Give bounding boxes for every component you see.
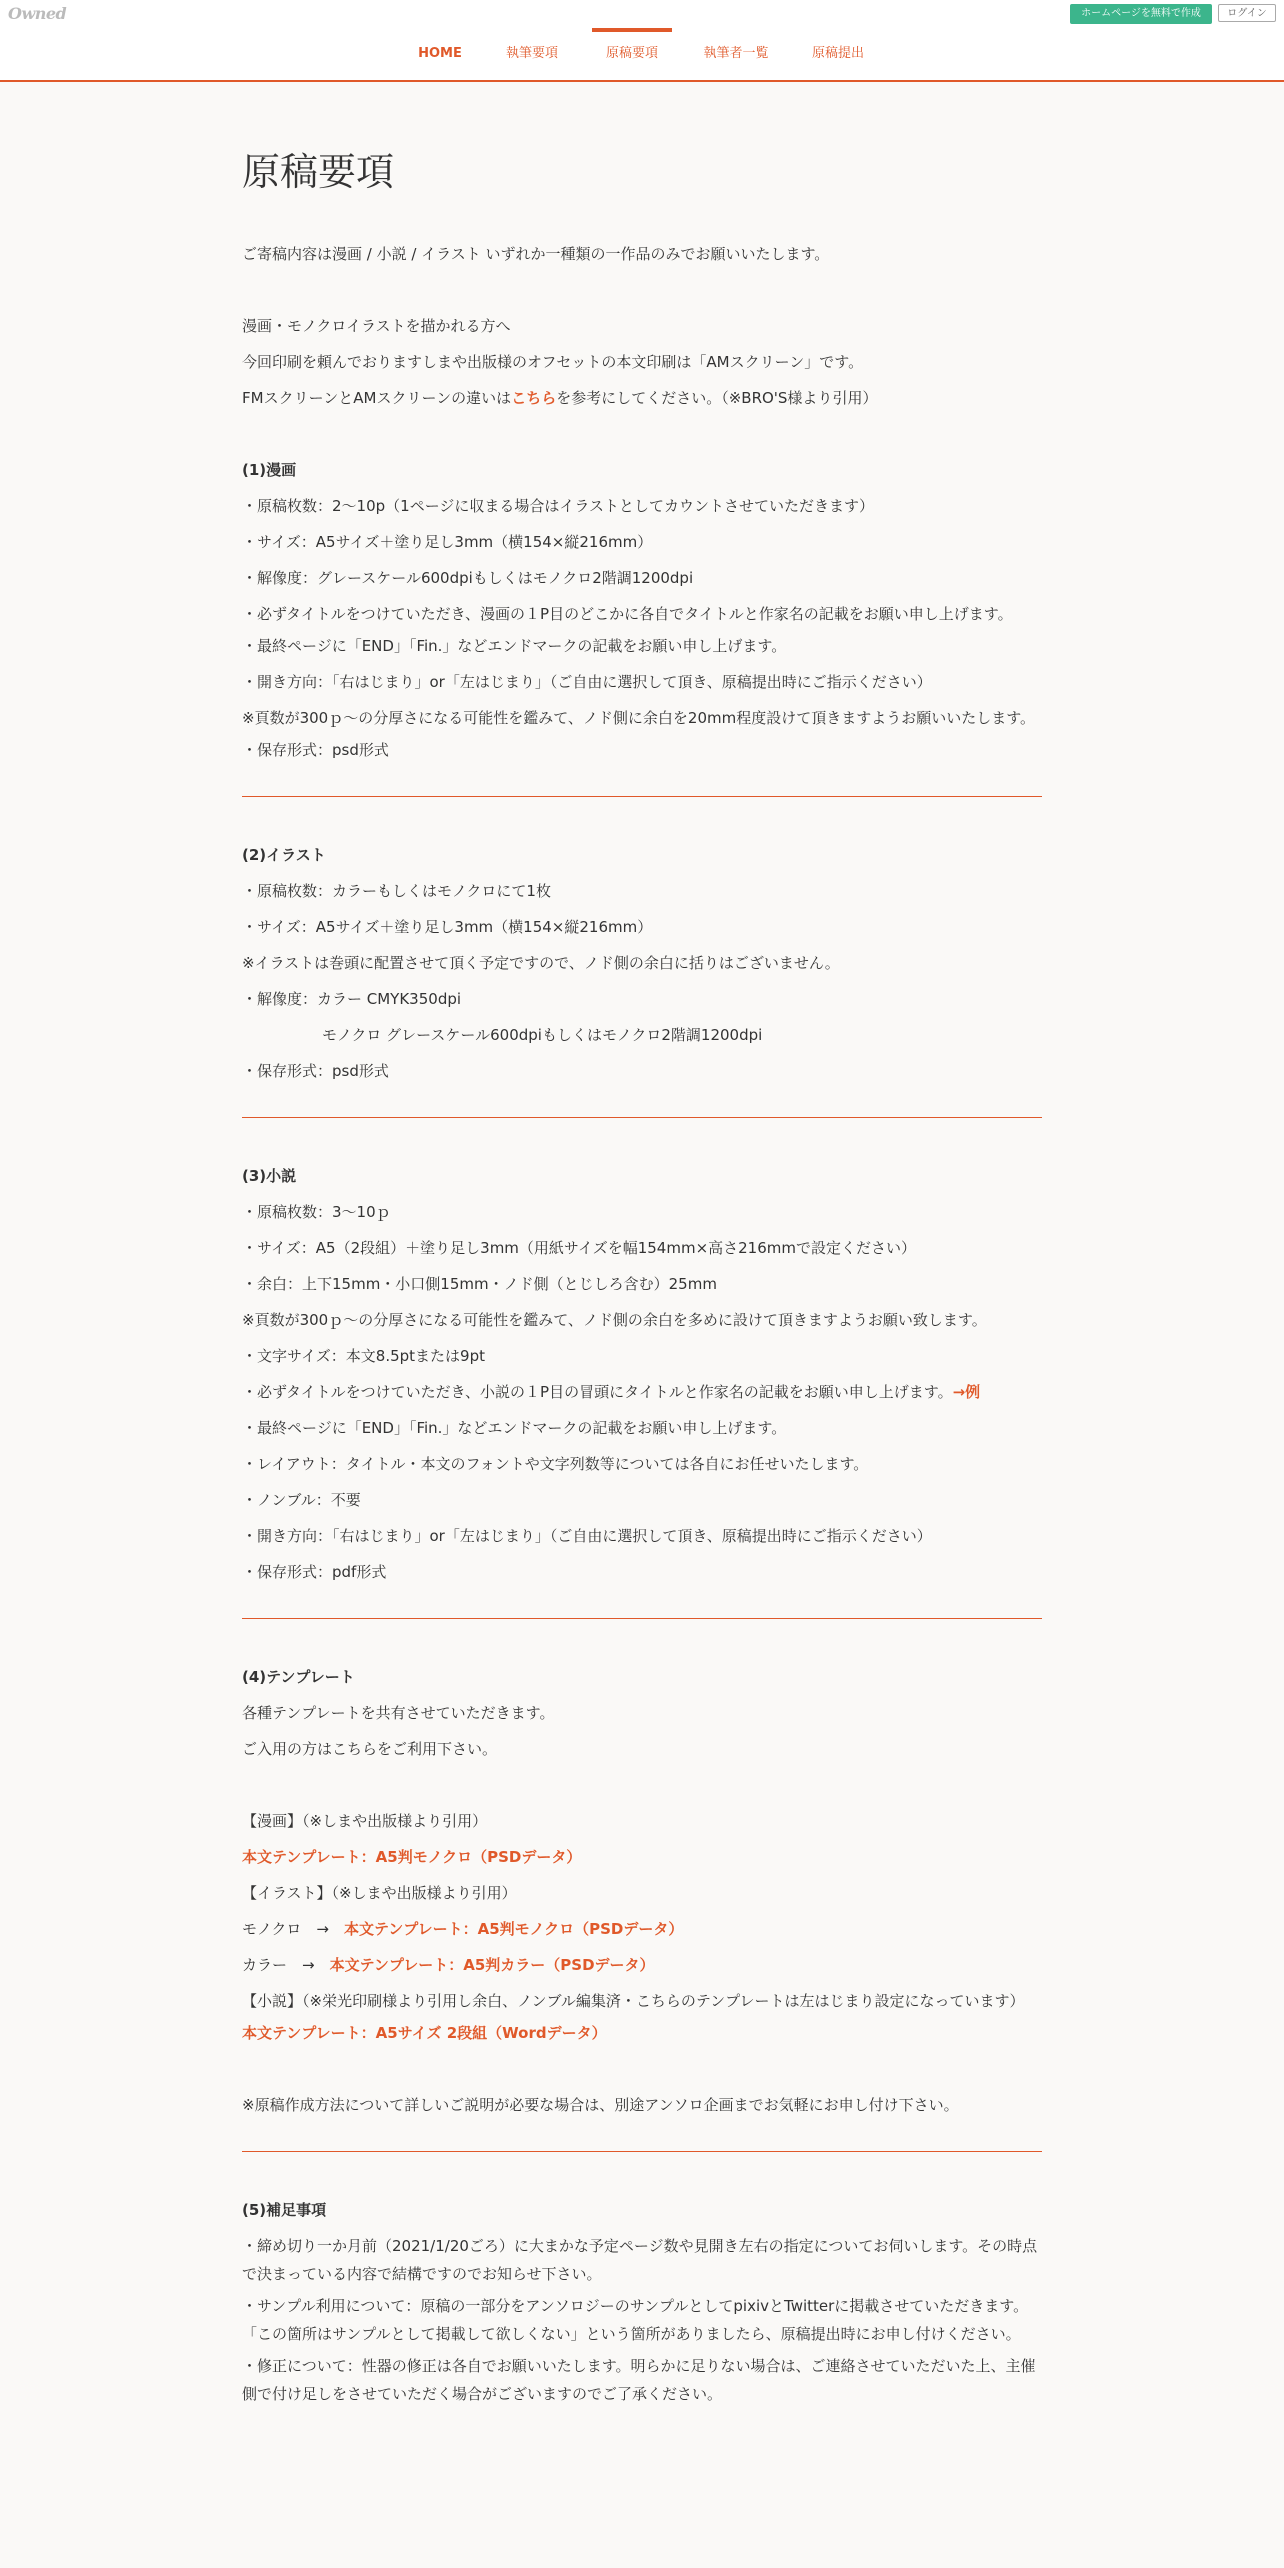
manga-line: ・サイズ：A5サイズ＋塗り足し3mm（横154×縦216mm）	[242, 532, 653, 551]
novel-line: ※頁数が300ｐ～の分厚さになる可能性を鑑みて、ノド側の余白を多めに設けて頂きますようお願い致します。	[242, 1310, 987, 1329]
intro-text: ご寄稿内容は漫画 / 小説 / イラスト いずれか一種類の一作品のみでお願いいたします。	[242, 244, 830, 263]
mono-template-line	[242, 1911, 1042, 1947]
novel-line: ・余白：上下15mm・小口側15mm・ノド側（とじしろ含む）25mm	[242, 1274, 717, 1293]
novel-title-line	[242, 1374, 1042, 1410]
section-divider	[242, 796, 1042, 797]
note-line-3-text: FMスクリーンとAMスクリーンの違いは	[242, 388, 512, 407]
illust-line: ・解像度：カラー CMYK350dpi	[242, 989, 462, 1008]
novel-line: ・ノンブル：不要	[242, 1490, 361, 1509]
note-line-2: 今回印刷を頼んでおりますしまや出版様のオフセットの本文印刷は「AMスクリーン」です。	[242, 352, 864, 371]
site-logo[interactable]: Owned	[8, 4, 67, 23]
manga-line: ・保存形式：psd形式	[242, 740, 389, 759]
template-illust-label: 【イラスト】（※しまや出版様より引用）	[242, 1883, 517, 1902]
template-line: 各種テンプレートを共有させていただきます。	[242, 1703, 555, 1722]
template-footer-note: ※原稿作成方法について詳しいご説明が必要な場合は、別途アンソロ企画までお気軽にお申し付け下さい。	[242, 2095, 959, 2114]
novel-line: ・レイアウト：タイトル・本文のフォントや文字列数等については各自にお任せいたします。	[242, 1454, 869, 1473]
color-template-line	[242, 1947, 1042, 1983]
nav-home[interactable]: HOME	[418, 46, 462, 61]
manga-line: ・必ずタイトルをつけていただき、漫画の１P目のどこかに各自でタイトルと作家名の記載をお願い申し上げます。	[242, 604, 1013, 623]
login-button[interactable]: ログイン	[1218, 4, 1276, 22]
novel-line: ・最終ページに「END」「Fin.」などエンドマークの記載をお願い申し上げます。	[242, 1418, 787, 1437]
note-line-3	[242, 380, 1042, 416]
mono-prefix: モノクロ →	[242, 1919, 344, 1938]
manga-line: ・解像度：グレースケール600dpiもしくはモノクロ2階調1200dpi	[242, 568, 694, 587]
novel-line: ・開き方向：「右はじまり」or「左はじまり」（ご自由に選択して頂き、原稿提出時にご指示ください）	[242, 1526, 932, 1545]
nav-authors[interactable]: 執筆者一覧	[703, 46, 769, 61]
main-content	[242, 80, 1042, 2408]
illust-line: ・保存形式：psd形式	[242, 1061, 389, 1080]
supplement-line: ・修正について：性器の修正は各自でお願いいたします。明らかに足りない場合は、ご連絡させていただいた上、主催側で付け足しをさせていただく場合がございますのでご了承ください。	[242, 2356, 1036, 2403]
section-heading-template: (4)テンプレート	[242, 1667, 355, 1686]
novel-line: ・保存形式：pdf形式	[242, 1562, 387, 1581]
illust-line: ※イラストは巻頭に配置させて頂く予定ですので、ノド側の余白に括りはございません。	[242, 953, 840, 972]
manga-line: ※頁数が300ｐ～の分厚さになる可能性を鑑みて、ノド側に余白を20mm程度設けて頂きますようお願いいたします。	[242, 708, 1036, 727]
manga-line: ・原稿枚数：2～10p（1ページに収まる場合はイラストとしてカウントさせていただきます）	[242, 496, 874, 515]
section-divider	[242, 1618, 1042, 1619]
supplement-line: ・締め切り一か月前（2021/1/20ごろ）に大まかな予定ページ数や見開き左右の指定についてお伺いします。その時点で決まっている内容で結構ですのでお知らせ下さい。	[242, 2236, 1038, 2283]
color-template-link[interactable]: 本文テンプレート：A5判カラー（PSDデータ）	[329, 1955, 655, 1974]
novel-example-link[interactable]: →例	[952, 1382, 981, 1401]
nav-manuscript-guidelines-label: 原稿要項	[605, 46, 658, 61]
create-homepage-button[interactable]: ホームページを無料で作成	[1070, 4, 1212, 24]
section-divider	[242, 2151, 1042, 2152]
screen-difference-link[interactable]: こちら	[511, 388, 557, 407]
novel-line: ・原稿枚数：3～10ｐ	[242, 1202, 391, 1221]
nav-manuscript-guidelines[interactable]	[592, 28, 672, 80]
manga-template-link[interactable]: 本文テンプレート：A5判モノクロ（PSDデータ）	[242, 1847, 582, 1866]
template-line: ご入用の方はこちらをご利用下さい。	[242, 1739, 498, 1758]
section-divider	[242, 1117, 1042, 1118]
illust-line: ・サイズ：A5サイズ＋塗り足し3mm（横154×縦216mm）	[242, 917, 653, 936]
nav-active-indicator	[592, 28, 672, 32]
main-nav	[0, 28, 1284, 82]
nav-submission[interactable]: 原稿提出	[811, 46, 864, 61]
section-heading-illust: (2)イラスト	[242, 845, 326, 864]
novel-title-text: ・必ずタイトルをつけていただき、小説の１P目の冒頭にタイトルと作家名の記載をお願い申し上げます。	[242, 1382, 953, 1401]
novel-template-link[interactable]: 本文テンプレート：A5サイズ 2段組（Wordデータ）	[242, 2023, 607, 2042]
note-line-3-suffix: を参考にしてください。（※BRO'S様より引用）	[556, 388, 878, 407]
top-bar	[0, 0, 1284, 29]
illust-line: ・原稿枚数：カラーもしくはモノクロにて1枚	[242, 881, 551, 900]
manga-line: ・開き方向：「右はじまり」or「左はじまり」（ご自由に選択して頂き、原稿提出時にご指示ください）	[242, 672, 932, 691]
section-heading-novel: (3)小説	[242, 1166, 297, 1185]
note-line-1: 漫画・モノクロイラストを描かれる方へ	[242, 316, 511, 335]
novel-line: ・文字サイズ：本文8.5ptまたは9pt	[242, 1346, 486, 1365]
section-heading-supplement: (5)補足事項	[242, 2200, 327, 2219]
illust-line: モノクロ グレースケール600dpiもしくはモノクロ2階調1200dpi	[322, 1025, 763, 1044]
color-prefix: カラー →	[242, 1955, 330, 1974]
section-heading-manga: (1)漫画	[242, 460, 297, 479]
supplement-line: ・サンプル利用について：原稿の一部分をアンソロジーのサンプルとしてpixivとTwitterに掲載させていただきます。「この箇所はサンプルとして掲載して欲しくない」という箇所がありましたら、原稿提出時にお申し付けください。	[242, 2296, 1029, 2343]
mono-template-link[interactable]: 本文テンプレート：A5判モノクロ（PSDデータ）	[343, 1919, 684, 1938]
page-title: 原稿要項	[242, 150, 395, 194]
template-manga-label: 【漫画】（※しまや出版様より引用）	[242, 1811, 488, 1830]
template-novel-label: 【小説】（※栄光印刷様より引用し余白、ノンブル編集済・こちらのテンプレートは左はじまり設定になっています）	[242, 1991, 1025, 2010]
manga-line: ・最終ページに「END」「Fin.」などエンドマークの記載をお願い申し上げます。	[242, 636, 787, 655]
novel-line: ・サイズ：A5（2段組）＋塗り足し3mm（用紙サイズを幅154mm×高さ216mmで設定ください）	[242, 1238, 916, 1257]
nav-writing-guidelines[interactable]: 執筆要項	[505, 46, 558, 61]
